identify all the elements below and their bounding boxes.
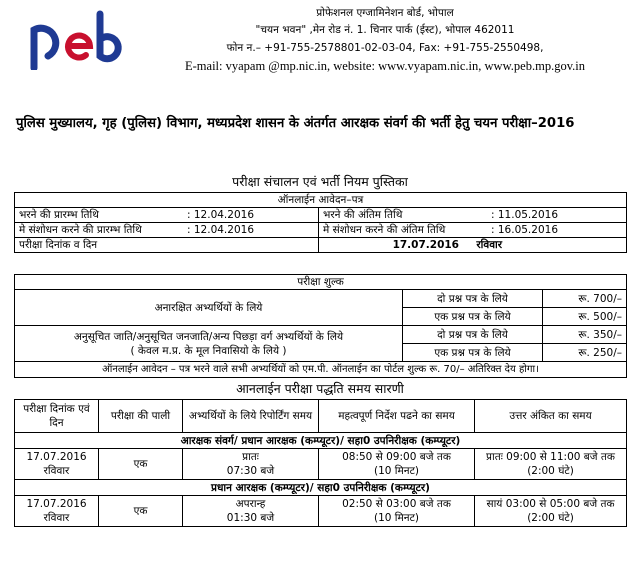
session-1-instruction-time: 08:50 से 09:00 बजे तक	[342, 451, 451, 463]
session-1-reporting-cell	[183, 449, 319, 480]
end-date-cell	[319, 208, 627, 223]
general-two-papers-label: दो प्रश्न पत्र के लिये	[403, 290, 543, 308]
header-date-day: परीक्षा दिनांक एवं दिन	[15, 400, 99, 433]
session-1-row	[15, 449, 627, 480]
reserved-category-note: ( केवल म.प्र. के मूल निवासियो के लिये )	[130, 344, 287, 357]
exam-schedule-table	[14, 399, 627, 527]
session-1-title: आरक्षक संवर्ग/ प्रधान आरक्षक (कम्प्यूटर)/ सहा0 उपनिरीक्षक (कम्प्यूटर)	[15, 433, 627, 449]
exam-fee-table	[14, 274, 627, 378]
session-2-title: प्रधान आरक्षक (कम्प्यूटर)/ सहा0 उपनिरीक्षक (कम्प्यूटर)	[15, 480, 627, 496]
exam-date-label: परीक्षा दिनांक व दिन	[15, 238, 319, 253]
exam-date-cell	[319, 238, 627, 253]
exam-fee-title: परीक्षा शुल्क	[15, 275, 627, 290]
session-2-day: रविवार	[43, 512, 70, 524]
session-1-answer-cell	[475, 449, 627, 480]
session-2-reporting-label: अपरान्ह	[235, 498, 266, 510]
booklet-title: परीक्षा संचालन एवं भर्ती नियम पुस्तिका	[232, 174, 408, 189]
header-instructions: महत्वपूर्ण निर्देश पढने का समय	[319, 400, 475, 433]
edit-start-cell	[15, 223, 319, 238]
session-2-instruction-duration: (10 मिनट)	[373, 512, 419, 524]
session-1-reporting-label: प्रातः	[242, 451, 259, 463]
edit-end-label: मे संशोधन करने की अंतिम तिथि	[323, 224, 446, 236]
session-1-instruction-cell	[319, 449, 475, 480]
edit-start-label: मे संशोधन करने की प्रारम्भ तिथि	[19, 224, 142, 236]
reserved-category-cell	[15, 326, 403, 362]
session-2-instruction-cell	[319, 496, 475, 527]
session-2-reporting-cell	[183, 496, 319, 527]
session-1-shift: एक	[99, 449, 183, 480]
general-one-paper-label: एक प्रश्न पत्र के लिये	[403, 308, 543, 326]
end-date-label: भरने की अंतिम तिथि	[323, 209, 403, 221]
session-1-reporting-time: 07:30 बजे	[226, 465, 275, 477]
end-date-value: : 11.05.2016	[491, 209, 558, 221]
start-date-cell	[15, 208, 319, 223]
session-2-answer-duration: (2:00 घंटे)	[527, 512, 574, 524]
reserved-two-papers-fee: रू. 350/–	[543, 326, 627, 344]
session-1-day: रविवार	[43, 465, 70, 477]
portal-fee-note: ऑनलाईन आवेदन – पत्र भरने वाले सभी अभ्यर्थियों को एम.पी. ऑनलाईन का पोर्टल शुल्क रू. 70/– अतिरिक्त देय होगा।	[15, 362, 627, 378]
reserved-category-label: अनुसूचित जाति/अनुसूचित जनजाति/अन्य पिछड़ा वर्ग अभ्यर्थियों के लिये	[73, 330, 344, 343]
exam-date-value: 17.07.2016	[392, 239, 459, 251]
session-1-answer-time: प्रातः 09:00 से 11:00 बजे तक	[486, 451, 615, 463]
reserved-two-papers-label: दो प्रश्न पत्र के लिये	[403, 326, 543, 344]
reserved-one-paper-fee: रू. 250/–	[543, 344, 627, 362]
page-headline: पुलिस मुख्यालय, गृह (पुलिस) विभाग, मध्यप्रदेश शासन के अंतर्गत आरक्षक संवर्ग की भर्ती हेतु चयन परीक्षा–2016	[16, 116, 575, 131]
session-2-row	[15, 496, 627, 527]
exam-day-value: रविवार	[476, 239, 503, 251]
start-date-label: भरने की प्रारम्भ तिथि	[19, 209, 99, 221]
online-application-title: ऑनलाईन आवेदन–पत्र	[15, 193, 627, 208]
board-address: "चयन भवन" ,मेन रोड नं. 1. चिनार पार्क (ईस्ट), भोपाल 462011	[255, 24, 515, 36]
header-reporting: अभ्यर्थियों के लिये रिपोर्टिंग समय	[183, 400, 319, 433]
general-one-paper-fee: रू. 500/–	[543, 308, 627, 326]
session-2-answer-time: सायं 03:00 से 05:00 बजे तक	[486, 498, 615, 510]
session-1-date: 17.07.2016	[26, 451, 87, 463]
session-2-shift: एक	[99, 496, 183, 527]
header-answer-time: उत्तर अंकित का समय	[475, 400, 627, 433]
session-2-reporting-time: 01:30 बजे	[226, 512, 275, 524]
header-shift: परीक्षा की पाली	[99, 400, 183, 433]
edit-end-value: : 16.05.2016	[491, 224, 558, 236]
session-2-answer-cell	[475, 496, 627, 527]
session-2-date-cell	[15, 496, 99, 527]
board-contact: E-mail: vyapam @mp.nic.in, website: www.vyapam.nic.in, www.peb.mp.gov.in	[185, 59, 585, 73]
peb-logo	[28, 8, 128, 70]
reserved-one-paper-label: एक प्रश्न पत्र के लिये	[403, 344, 543, 362]
start-date-value: : 12.04.2016	[187, 209, 254, 221]
board-phone: फोन न.– +91-755-2578801-02-03-04, Fax: +91-755-2550498,	[226, 42, 544, 54]
general-category-label: अनारक्षित अभ्यर्थियों के लिये	[15, 290, 403, 326]
session-1-instruction-duration: (10 मिनट)	[373, 465, 419, 477]
board-name: प्रोफेशनल एग्जामिनेशन बोर्ड, भोपाल	[316, 7, 454, 19]
general-two-papers-fee: रू. 700/–	[543, 290, 627, 308]
session-2-date: 17.07.2016	[26, 498, 87, 510]
schedule-title: आनलाईन परीक्षा पद्धति समय सारणी	[236, 381, 404, 396]
session-2-instruction-time: 02:50 से 03:00 बजे तक	[342, 498, 451, 510]
session-1-answer-duration: (2:00 घंटे)	[527, 465, 574, 477]
edit-end-cell	[319, 223, 627, 238]
session-1-date-cell	[15, 449, 99, 480]
edit-start-value: : 12.04.2016	[187, 224, 254, 236]
online-application-table	[14, 192, 627, 253]
